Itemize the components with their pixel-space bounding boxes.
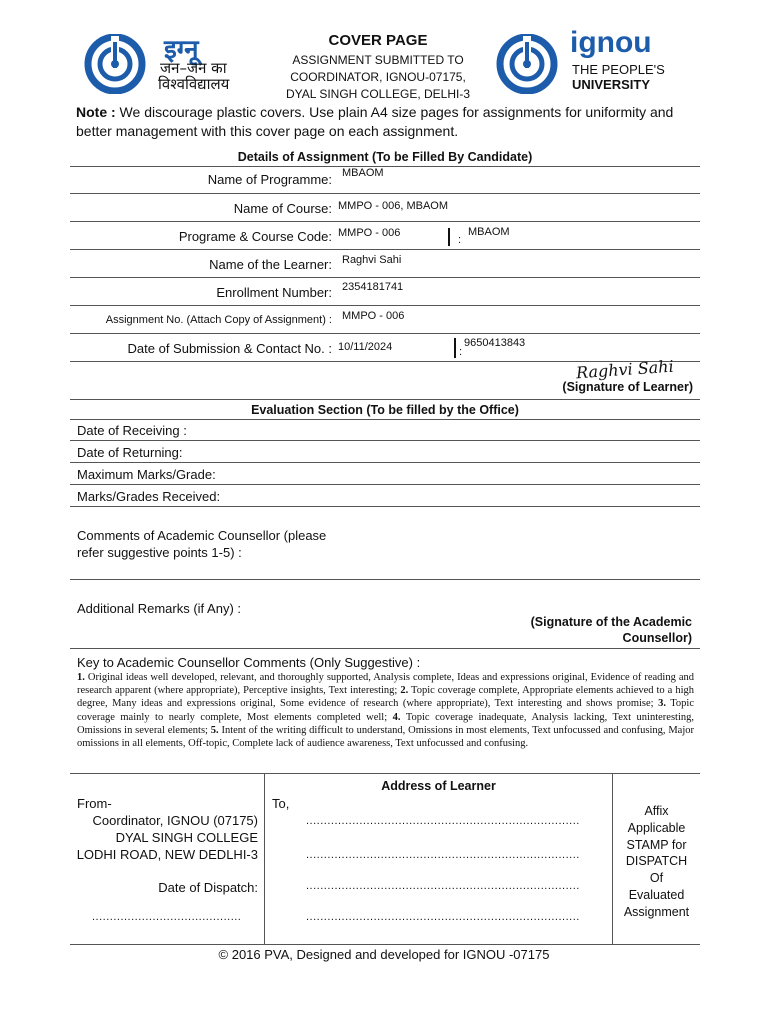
note-paragraph [76, 103, 706, 141]
header-subtitle-2: COORDINATOR, IGNOU-07175, [290, 70, 466, 84]
divider [70, 166, 700, 167]
divider [70, 277, 700, 278]
english-tagline-1: THE PEOPLE'S [572, 62, 665, 77]
divider [70, 333, 700, 334]
stamp-line: Affix [644, 804, 669, 818]
key-point-3-number: 3. [658, 698, 666, 710]
additional-remarks-label: Additional Remarks (if Any) : [77, 601, 242, 616]
from-line-3: LODHI ROAD, NEW DEDLHI-3 [76, 847, 258, 862]
course-code-value: MMPO - 006 [338, 227, 401, 239]
learner-name-value: Raghvi Sahi [342, 254, 402, 266]
footer-copyright: © 2016 PVA, Designed and developed for IGNOU -07175 [218, 947, 550, 962]
key-point-1: Original ideas well developed, relevant, and thoroughly supported, Analysis complete, Ideas and expressions original, Evidence of reading and research apparent (where appropriate), Perceptive insights, Text interesting; [77, 672, 694, 697]
assignment-no-label: Assignment No. (Attach Copy of Assignment) : [105, 314, 332, 326]
stamp-line: DISPATCH [625, 854, 688, 869]
from-line-1: Coordinator, IGNOU (07175) [92, 813, 258, 828]
header-subtitle-3: DYAL SINGH COLLEGE, DELHI-3 [285, 87, 471, 101]
programme-label: Name of Programme: [207, 172, 332, 187]
key-point-2-number: 2. [400, 685, 409, 697]
comments-label-line2: refer suggestive points 1-5) : [77, 545, 242, 560]
submission-date-value: 10/11/2024 [338, 341, 393, 353]
address-line-2: ............................................................................. [306, 849, 580, 861]
enrollment-label: Enrollment Number: [216, 285, 332, 300]
divider [70, 462, 700, 463]
divider [70, 193, 700, 194]
ignou-logo-right [492, 34, 562, 94]
divider [70, 440, 700, 441]
stamp-line: Applicable [627, 820, 686, 835]
divider [70, 648, 700, 649]
course-value: MMPO - 006, MBAOM [338, 200, 449, 212]
address-line-1: ............................................................................. [306, 815, 580, 827]
evaluation-heading: Evaluation Section (To be filled by the Office) [251, 403, 519, 417]
programme-code-value: MBAOM [468, 226, 510, 238]
programme-value: MBAOM [342, 167, 384, 179]
learner-signature: Raghvi Sahi [575, 356, 675, 383]
key-paragraph [77, 671, 694, 750]
details-heading: Details of Assignment (To be Filled By Candidate) [237, 150, 533, 164]
separator-bar [454, 338, 456, 358]
english-tagline-2: UNIVERSITY [572, 77, 651, 92]
key-point-3: Topic coverage mainly to nearly complete, Most elements completed well; [77, 698, 695, 723]
comments-label-line1: Comments of Academic Counsellor (please [77, 528, 327, 543]
key-heading: Key to Academic Counsellor Comments (Only Suggestive) : [77, 655, 421, 670]
maximum-marks-label: Maximum Marks/Grade: [77, 467, 216, 482]
date-of-receiving-label: Date of Receiving : [77, 423, 187, 438]
hindi-university-name: इग्नू [164, 35, 199, 65]
divider [70, 506, 700, 507]
course-code-label: Programe & Course Code: [178, 229, 332, 244]
course-label: Name of Course: [233, 201, 332, 216]
counsellor-signature-line2: Counsellor) [622, 631, 692, 645]
course-code-separator: : [458, 234, 462, 246]
page-title: COVER PAGE [328, 32, 428, 49]
to-label: To, [272, 796, 290, 811]
key-point-1-number: 1. [77, 672, 85, 683]
marks-received-label: Marks/Grades Received: [77, 489, 221, 504]
key-point-5: Intent of the writing difficult to understand, Omissions in most elements, Text unfocussed and confusing, Major omissions in all elements, Off-topic, Complete lack of audience awareness, Text unfocussed and confusing. [77, 724, 695, 750]
key-point-4-number: 4. [392, 711, 401, 723]
divider [70, 773, 700, 774]
hindi-tagline-2: विश्वविद्यालय [158, 75, 230, 93]
contact-separator: : [459, 346, 463, 358]
header-subtitle-1: ASSIGNMENT SUBMITTED TO [292, 53, 464, 67]
stamp-line: Of [649, 871, 664, 886]
hindi-tagline-1: जन–जन का [160, 59, 227, 77]
enrollment-value: 2354181741 [342, 281, 404, 293]
ignou-logo-left [80, 34, 150, 94]
stamp-line: Assignment [623, 904, 690, 919]
submission-date-label: Date of Submission & Contact No. : [127, 341, 332, 356]
stamp-box-text [613, 803, 700, 921]
separator-bar [448, 228, 450, 246]
from-label: From- [77, 796, 112, 811]
signature-of-learner-label: (Signature of Learner) [562, 380, 693, 394]
note-label: Note : [76, 104, 116, 120]
stamp-line: Evaluated [628, 887, 685, 902]
key-point-4: Topic coverage inadequate, Analysis lacking, Text uninteresting, Omissions in several elements; [77, 711, 694, 736]
divider [70, 419, 700, 420]
address-heading: Address of Learner [381, 779, 496, 793]
divider [70, 249, 700, 250]
address-column-divider [264, 774, 265, 944]
divider [70, 221, 700, 222]
dispatch-date-line: .......................................... [92, 911, 242, 923]
divider [70, 944, 700, 945]
address-line-4: ............................................................................. [306, 911, 580, 923]
learner-name-label: Name of the Learner: [209, 257, 332, 272]
divider [70, 305, 700, 306]
assignment-no-value: MMPO - 006 [342, 310, 405, 322]
ignou-wordmark: ignou [570, 26, 652, 59]
key-point-2: Topic coverage complete, Appropriate elements achieved to a high degree, Many ideas and expressions original, Some evidence of research (where appropriate), Text interesting and shows promise; [77, 685, 694, 710]
divider [70, 579, 700, 580]
address-line-3: ............................................................................. [306, 880, 580, 892]
contact-value: 9650413843 [464, 337, 526, 349]
key-point-5-number: 5. [210, 724, 219, 736]
from-line-2: DYAL SINGH COLLEGE [115, 830, 258, 845]
divider [70, 399, 700, 400]
date-of-dispatch-label: Date of Dispatch: [158, 880, 258, 895]
divider [70, 484, 700, 485]
date-of-returning-label: Date of Returning: [77, 445, 183, 460]
stamp-line: STAMP for [626, 837, 687, 852]
note-text: We discourage plastic covers. Use plain A4 size pages for assignments for uniformity and better management with this cover page on each assignment. [76, 104, 674, 139]
counsellor-signature-line1: (Signature of the Academic [530, 615, 692, 629]
